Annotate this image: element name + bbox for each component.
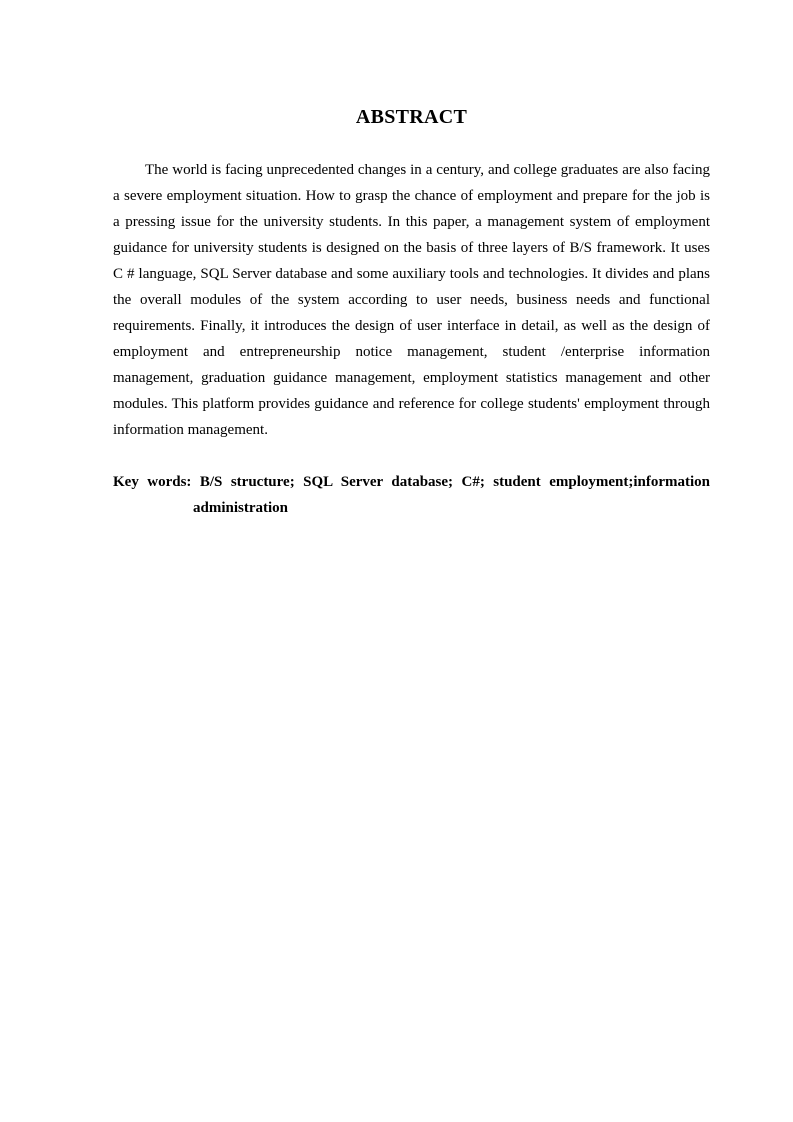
keywords-list: B/S structure; SQL Server database; C#; student employment;information administration	[193, 474, 711, 516]
abstract-heading: ABSTRACT	[355, 106, 468, 128]
abstract-paragraph: The world is facing unprecedented changes in a century, and college graduates are also facing a severe employment situation. How to grasp the chance of employment and prepare for the job is a pressing issue for the university students. In this paper, a management system of employment guidance for university students is designed on the basis of three layers of B/S framework. It uses C # language, SQL Server database and some auxiliary tools and technologies. It divides and plans the overall modules of the system according to user needs, business needs and functional requirements. Finally, it introduces the design of user interface in detail, as well as the design of employment and entrepreneurship notice management, student /enterprise information management, graduation guidance management, employment statistics management and other modules. This platform provides guidance and reference for college students' employment through information management.	[113, 162, 710, 438]
keywords-label: Key words:	[113, 474, 192, 490]
keywords-line	[113, 469, 710, 521]
